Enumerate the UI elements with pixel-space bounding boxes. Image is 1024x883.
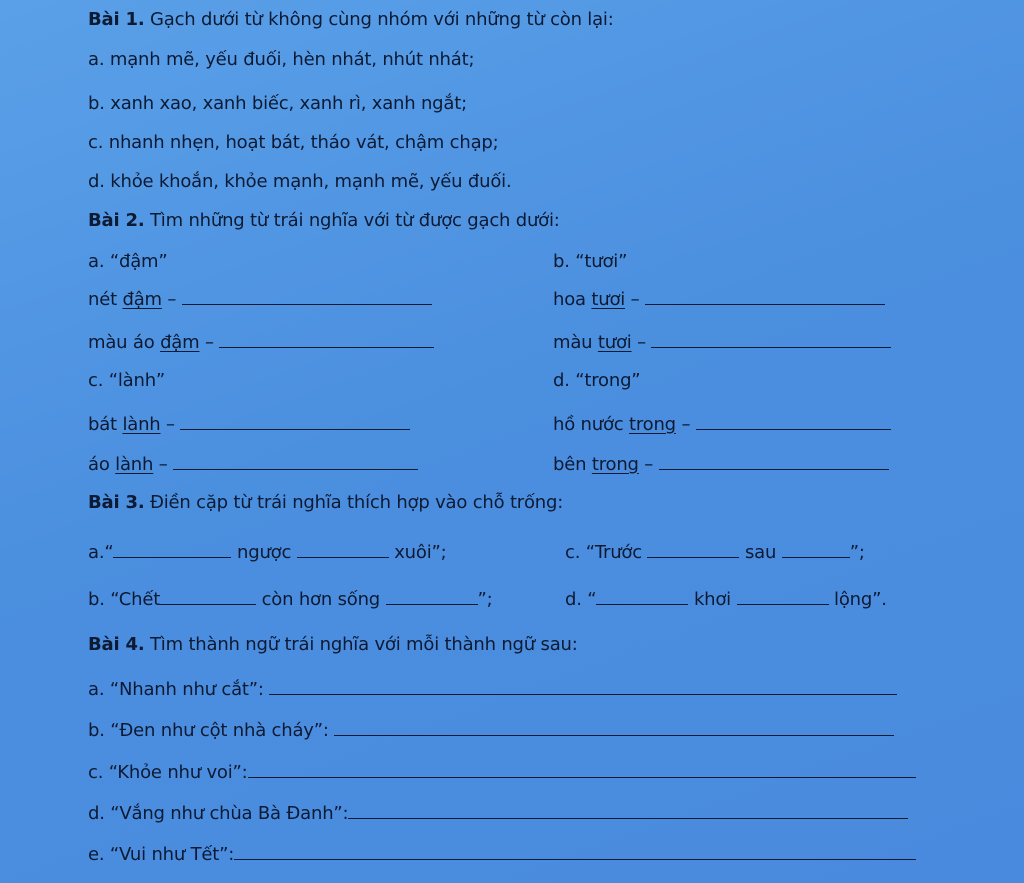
bai2-c2-pre: áo bbox=[88, 454, 116, 475]
bai4-item-a-blank[interactable] bbox=[269, 676, 897, 695]
bai2-a2-word: đậm bbox=[160, 332, 200, 353]
bai2-a2 bbox=[88, 329, 434, 355]
bai2-a1-blank[interactable] bbox=[182, 286, 432, 305]
bai2-c2-dash: – bbox=[153, 454, 168, 475]
bai2-b2 bbox=[553, 329, 891, 355]
bai4-item-c-blank[interactable] bbox=[248, 759, 916, 778]
bai3-d-blank-2[interactable] bbox=[737, 586, 829, 605]
bai2-a1 bbox=[88, 286, 432, 312]
bai2-d1-dash: – bbox=[675, 414, 691, 435]
bai3-d-pre: d. “ bbox=[565, 589, 597, 610]
bai2-b2-dash: – bbox=[631, 332, 646, 353]
bai4-item-c bbox=[88, 759, 916, 785]
bai3-b-blank-2[interactable] bbox=[386, 586, 478, 605]
bai2-d2-dash: – bbox=[638, 454, 654, 475]
bai2-a-label: a. “đậm” bbox=[88, 251, 168, 272]
bai3-b-mid: còn hơn sống bbox=[261, 589, 381, 610]
bai4-item-d-blank[interactable] bbox=[348, 800, 908, 819]
bai4-item-e-text: e. “Vui như Tết”: bbox=[88, 844, 235, 865]
bai2-title: Bài 2. bbox=[88, 210, 145, 231]
bai3-d bbox=[565, 586, 887, 612]
bai3-a-blank-1[interactable] bbox=[113, 539, 231, 558]
bai2-d1-pre: hồ nước bbox=[553, 414, 629, 435]
bai3-b-blank-1[interactable] bbox=[160, 586, 256, 605]
bai2-c1-pre: bát bbox=[88, 414, 123, 435]
bai4-item-e-blank[interactable] bbox=[234, 841, 916, 860]
bai3-a-mid2: xuôi”; bbox=[394, 542, 447, 563]
bai4-item-a-text: a. “Nhanh như cắt”: bbox=[88, 679, 264, 700]
bai3-a bbox=[88, 539, 447, 565]
bai2-b-label: b. “tươi” bbox=[553, 251, 628, 272]
bai2-c2-blank[interactable] bbox=[173, 451, 418, 470]
bai3-d-mid: khơi bbox=[693, 589, 731, 610]
bai2-c1 bbox=[88, 411, 410, 437]
bai4-heading bbox=[88, 633, 578, 657]
bai4-item-d bbox=[88, 800, 908, 826]
bai1-item-c: c. nhanh nhẹn, hoạt bát, tháo vát, chậm chạp; bbox=[88, 132, 499, 153]
bai4-title: Bài 4. bbox=[88, 634, 145, 655]
bai2-a2-pre: màu áo bbox=[88, 332, 161, 353]
bai3-c bbox=[565, 539, 865, 565]
bai2-d1 bbox=[553, 411, 891, 437]
bai2-heading bbox=[88, 209, 560, 233]
bai3-a-blank-2[interactable] bbox=[297, 539, 389, 558]
bai1-item-b: b. xanh xao, xanh biếc, xanh rì, xanh ngắt; bbox=[88, 93, 467, 114]
bai3-c-pre: c. “Trước bbox=[565, 542, 642, 563]
bai2-a1-word: đậm bbox=[122, 289, 162, 310]
bai2-c1-blank[interactable] bbox=[180, 411, 410, 430]
bai2-d2 bbox=[553, 451, 889, 477]
bai3-c-blank-1[interactable] bbox=[647, 539, 739, 558]
bai2-b1 bbox=[553, 286, 885, 312]
bai2-c-label: c. “lành” bbox=[88, 370, 166, 391]
bai3-b bbox=[88, 586, 493, 612]
bai2-a2-dash: – bbox=[199, 332, 214, 353]
bai4-item-b-blank[interactable] bbox=[334, 717, 894, 736]
bai4-item-b-text: b. “Đen như cột nhà cháy”: bbox=[88, 720, 329, 741]
bai2-b2-blank[interactable] bbox=[651, 329, 891, 348]
bai2-instruction: Tìm những từ trái nghĩa với từ được gạch dưới: bbox=[150, 210, 560, 231]
bai2-c2-word: lành bbox=[115, 454, 154, 475]
bai3-heading bbox=[88, 491, 563, 515]
bai2-c1-word: lành bbox=[122, 414, 161, 435]
bai3-c-mid: sau bbox=[745, 542, 777, 563]
bai4-instruction: Tìm thành ngữ trái nghĩa với mỗi thành ngữ sau: bbox=[150, 634, 578, 655]
bai4-item-d-text: d. “Vắng như chùa Bà Đanh”: bbox=[88, 803, 349, 824]
bai3-a-mid1: ngược bbox=[237, 542, 292, 563]
bai3-c-end: ”; bbox=[849, 542, 865, 563]
bai4-item-e bbox=[88, 841, 916, 867]
bai2-d1-blank[interactable] bbox=[696, 411, 891, 430]
bai1-item-a: a. mạnh mẽ, yếu đuối, hèn nhát, nhút nhát; bbox=[88, 49, 475, 70]
bai4-item-c-text: c. “Khỏe như voi”: bbox=[88, 762, 248, 783]
bai1-item-d: d. khỏe khoắn, khỏe mạnh, mạnh mẽ, yếu đuối. bbox=[88, 171, 512, 192]
bai2-d2-pre: bên bbox=[553, 454, 592, 475]
bai4-item-a bbox=[88, 676, 897, 702]
bai2-d2-word: trong bbox=[591, 454, 639, 475]
bai2-d-label: d. “trong” bbox=[553, 370, 641, 391]
bai2-b2-word: tươi bbox=[597, 332, 632, 353]
bai1-heading bbox=[88, 8, 614, 32]
bai2-c1-dash: – bbox=[160, 414, 175, 435]
bai2-d2-blank[interactable] bbox=[659, 451, 889, 470]
bai2-a1-dash: – bbox=[161, 289, 177, 310]
bai3-instruction: Điền cặp từ trái nghĩa thích hợp vào chỗ trống: bbox=[150, 492, 564, 513]
bai2-b1-blank[interactable] bbox=[645, 286, 885, 305]
bai1-title: Bài 1. bbox=[88, 9, 145, 30]
bai1-instruction: Gạch dưới từ không cùng nhóm với những từ còn lại: bbox=[150, 9, 614, 30]
bai2-b2-pre: màu bbox=[553, 332, 598, 353]
bai2-a2-blank[interactable] bbox=[219, 329, 434, 348]
bai2-b1-word: tươi bbox=[591, 289, 626, 310]
bai2-c2 bbox=[88, 451, 418, 477]
bai3-b-end: ”; bbox=[477, 589, 493, 610]
bai3-d-blank-1[interactable] bbox=[596, 586, 688, 605]
bai3-c-blank-2[interactable] bbox=[782, 539, 850, 558]
bai2-a1-pre: nét bbox=[88, 289, 123, 310]
bai3-title: Bài 3. bbox=[88, 492, 145, 513]
bai3-d-end: lộng”. bbox=[834, 589, 887, 610]
bai2-b1-dash: – bbox=[625, 289, 640, 310]
bai2-b1-pre: hoa bbox=[553, 289, 592, 310]
bai2-d1-word: trong bbox=[629, 414, 676, 435]
bai3-b-pre: b. “Chết bbox=[88, 589, 161, 610]
bai3-a-pre: a.“ bbox=[88, 542, 114, 563]
bai4-item-b bbox=[88, 717, 894, 743]
